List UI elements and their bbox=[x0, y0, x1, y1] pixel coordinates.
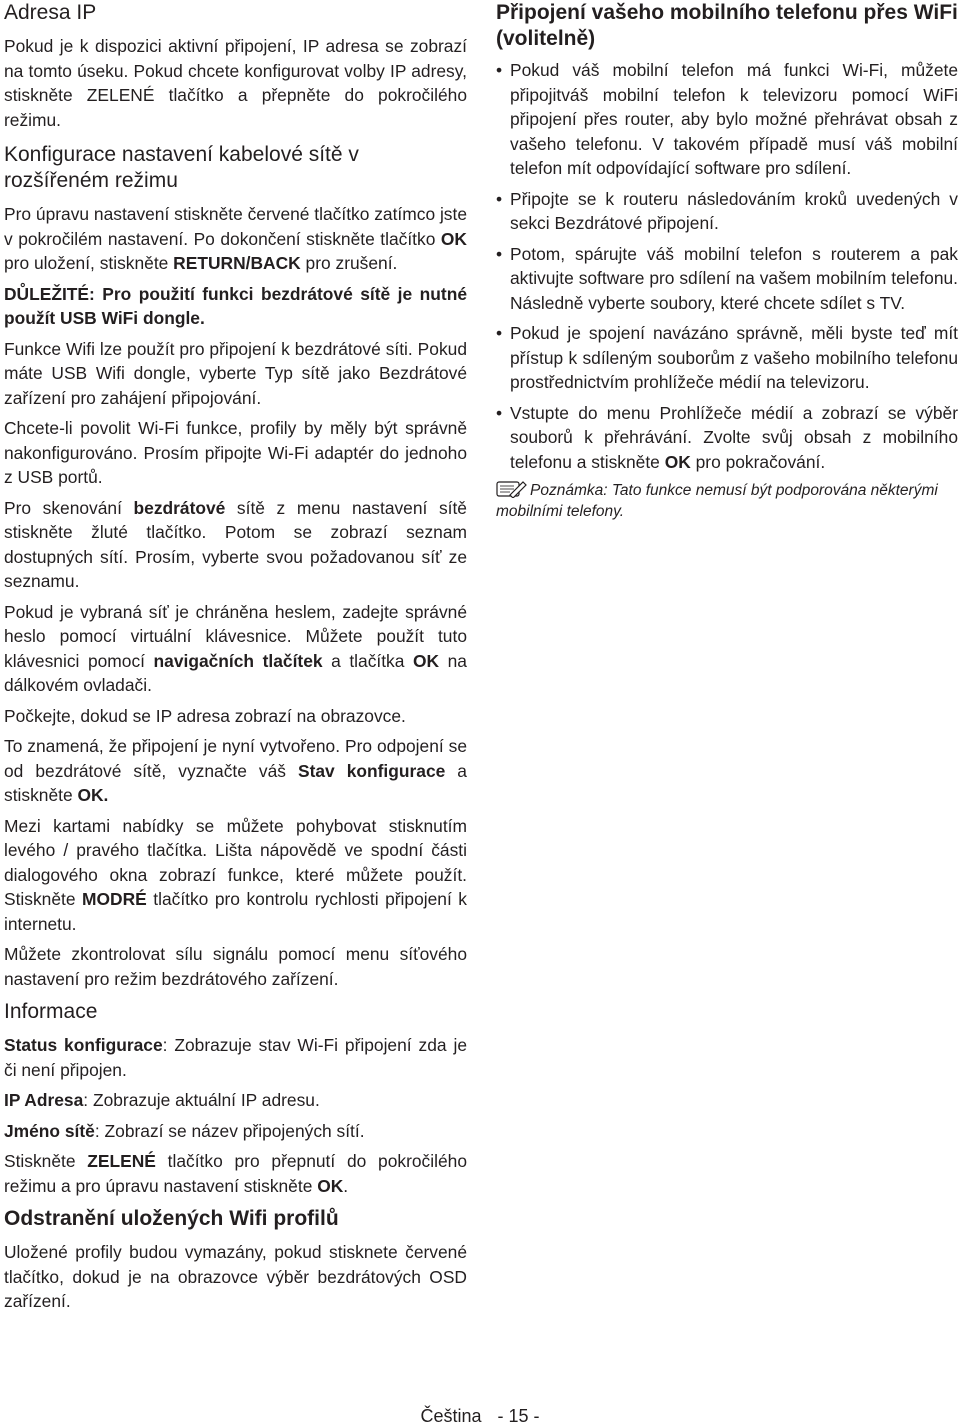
page-footer bbox=[0, 1406, 960, 1427]
list-item: • Pokud váš mobilní telefon má funkci Wi-Fi, můžete připojitváš mobilní telefon k televizoru pomocí WiFi připojení přes router, aby bylo možné přehrávat obsah z vašeho telefonu. V takovém případě musí váš mobilní telefon mít odpovídající software pro sdílení. bbox=[496, 58, 958, 181]
paragraph-ip: Pokud je k dispozici aktivní připojení, IP adresa se zobrazí na tomto úseku. Pokud chcete konfigurovat volby IP adresy, stiskněte ZELENÉ tlačítko a přepněte do pokročilého režimu. bbox=[4, 36, 467, 130]
footer-language: Čeština bbox=[420, 1406, 482, 1426]
paragraph-wifi: Funkce Wifi lze použít pro připojení k bezdrátové síti. Pokud máte USB Wifi dongle, vyberte Typ sítě jako Bezdrátové zařízení pro zahájení připojování. bbox=[4, 338, 467, 408]
page-number: - 15 - bbox=[497, 1406, 540, 1426]
paragraph-status: Status konfigurace: Zobrazuje stav Wi-Fi připojení zda je či není připojen. bbox=[4, 1035, 467, 1080]
list-item: • Vstupte do menu Prohlížeče médií a zobrazí se výběr souborů k přehrávání. Zvolte svůj obsah z mobilního telefonu a stiskněte OK pro pokračování. bbox=[496, 401, 958, 475]
paragraph-green: Stiskněte ZELENÉ tlačítko pro přepnutí do pokročilého režimu a pro úpravu nastavení stiskněte OK. bbox=[4, 1151, 467, 1196]
bullet-list bbox=[496, 58, 958, 474]
paragraph-wait: Počkejte, dokud se IP adresa zobrazí na obrazovce. bbox=[4, 705, 406, 726]
paragraph-enable: Chcete-li povolit Wi-Fi funkce, profily by měly být správně nakonfigurováno. Prosím připojte Wi-Fi adaptér do jednoho z USB portů. bbox=[4, 418, 467, 487]
pencil-note-icon bbox=[496, 480, 528, 498]
heading-remove-profiles: Odstranění uložených Wifi profilů bbox=[4, 1207, 339, 1230]
list-item: • Připojte se k routeru následováním kroků uvedených v sekci Bezdrátové připojení. bbox=[496, 187, 958, 236]
list-item: • Potom, spárujte váš mobilní telefon s routerem a pak aktivujte software pro sdílení na vašem mobilním telefonu. Následně vyberte soubory, které chcete sdílet s TV. bbox=[496, 242, 958, 316]
paragraph-ip-address: IP Adresa: Zobrazuje aktuální IP adresu. bbox=[4, 1090, 320, 1110]
paragraph-password: Pokud je vybraná síť je chráněna heslem, zadejte správné heslo pomocí virtuální klávesnice. Můžete použít tuto klávesnici pomocí navigačních tlačítek a tlačítka OK na dálkovém ovladači. bbox=[4, 601, 467, 695]
paragraph-important: DŮLEŽITÉ: Pro použití funkci bezdrátové sítě je nutné použít USB WiFi dongle. bbox=[4, 283, 467, 328]
paragraph-advanced: Pro úpravu nastavení stiskněte červené tlačítko zatímco jste v pokročilém nastavení. Po dokončení stiskněte tlačítko OK pro uložení, stiskněte RETURN/BACK pro zrušení. bbox=[4, 204, 468, 273]
paragraph-connected: To znamená, že připojení je nyní vytvořeno. Pro odpojení se od bezdrátové sítě, vyznačte váš Stav konfigurace a stiskněte OK. bbox=[4, 736, 467, 805]
paragraph-signal: Můžete zkontrolovat sílu signálu pomocí menu síťového nastavení pro režim bezdrátového zařízení. bbox=[4, 944, 467, 989]
note bbox=[496, 480, 958, 522]
paragraph-scan: Pro skenování bezdrátové sítě z menu nastavení sítě stiskněte žluté tlačítko. Potom se zobrazí seznam dostupných sítí. Prosím, vyberte svou požadovanou síť ze seznamu. bbox=[4, 497, 467, 591]
paragraph-tabs: Mezi kartami nabídky se můžete pohybovat stisknutím levého / pravého tlačítka. Lišta nápovědě ve spodní části dialogového okna zobrazí funkce, které můžete použít. Stiskněte MODRÉ tlačítko pro kontrolu rychlosti připojení k internetu. bbox=[4, 815, 467, 934]
heading-information: Informace bbox=[4, 1000, 98, 1023]
list-item: • Pokud je spojení navázáno správně, měli byste teď mít přístup k sdíleným souborům z vašeho mobilního telefonu prostřednictvím prohlížeče médií na televizoru. bbox=[496, 321, 958, 395]
left-column bbox=[4, 0, 467, 1320]
note-text: Poznámka: Tato funkce nemusí být podporována některými mobilními telefony. bbox=[496, 482, 938, 520]
paragraph-remove: Uložené profily budou vymazány, pokud stisknete červené tlačítko, dokud je na obrazovce výběr bezdrátových OSD zařízení. bbox=[4, 1242, 467, 1311]
paragraph-network-name: Jméno sítě: Zobrazí se název připojených sítí. bbox=[4, 1120, 365, 1141]
heading-ip-address: Adresa IP bbox=[4, 1, 97, 24]
heading-mobile-wifi: Připojení vašeho mobilního telefonu přes WiFi (volitelně) bbox=[496, 1, 958, 50]
right-column bbox=[496, 0, 958, 522]
heading-advanced-config: Konfigurace nastavení kabelové sítě v rozšířeném režimu bbox=[4, 143, 359, 192]
